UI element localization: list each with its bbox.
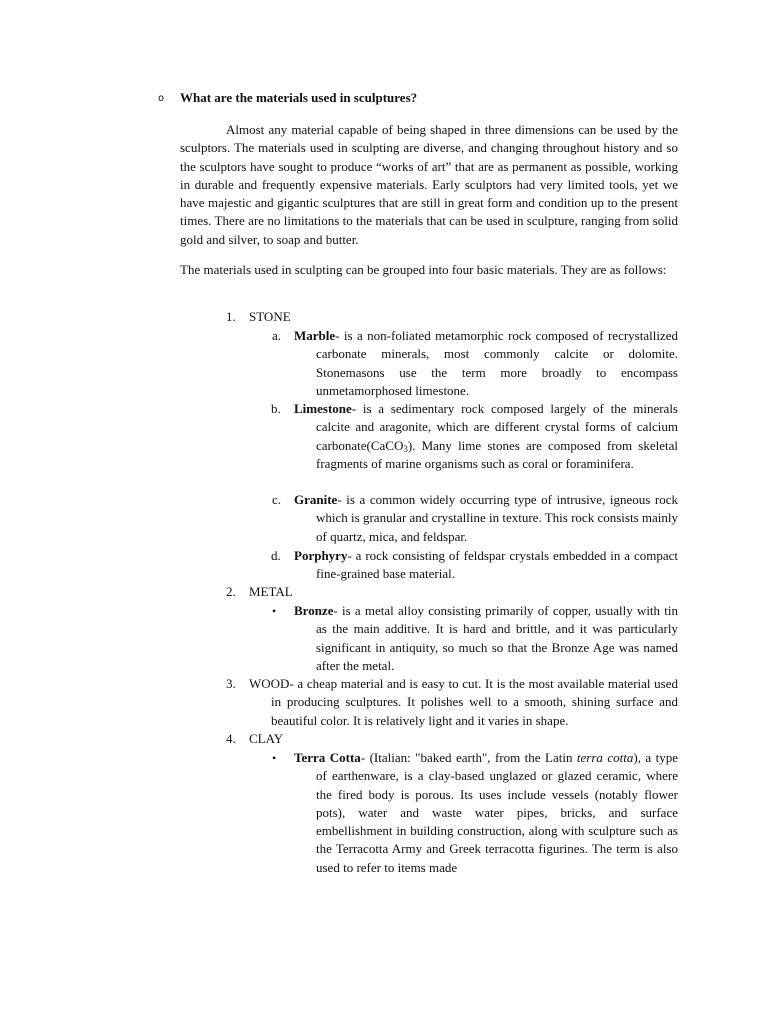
sub-letter: c. xyxy=(272,492,282,507)
bullet-icon: • xyxy=(272,751,277,765)
term: Marble xyxy=(294,328,336,343)
term: Terra Cotta xyxy=(294,750,361,765)
sub-letter: b. xyxy=(271,401,281,416)
sub-letter: d. xyxy=(271,548,281,563)
sub-item-granite xyxy=(294,491,678,546)
sub-item-porphyry xyxy=(294,547,678,584)
definition: - is a metal alloy consisting primarily of copper, usually with tin as the main additive. It is hard and brittle, and it was particularly significant in antiquity, so much so that the Bronze Age was named after the metal. xyxy=(316,603,678,673)
definition-cont: ), a type of earthenware, is a clay-based unglazed or glazed ceramic, where the fired body is porous. Its uses include vessels (notably flower pots), water and waste water pipes, bricks, and surface embellishment in building construction, along with sculpture such as the Terracotta Army and Greek terracotta figurines. The term is also used to refer to items made xyxy=(316,750,678,875)
latin-term: terra cotta xyxy=(576,750,634,765)
sub-item-marble xyxy=(294,327,678,400)
sub-item-limestone xyxy=(294,400,678,473)
bullet-icon: • xyxy=(272,604,277,618)
question-heading: What are the materials used in sculptures? xyxy=(180,90,418,105)
definition: - (Italian: "baked earth", from the Latin xyxy=(360,750,577,765)
sub-item-bronze xyxy=(294,602,678,675)
term: Limestone xyxy=(294,401,352,416)
list-number: 2. xyxy=(226,584,236,599)
list-number: 3. xyxy=(226,676,236,691)
definition: - a rock consisting of feldspar crystals embedded in a compact fine-grained base material. xyxy=(316,548,678,582)
sub-letter: a. xyxy=(272,328,282,343)
definition: - is a non-foliated metamorphic rock composed of recrystallized carbonate minerals, most commonly calcite or dolomite. Stonemasons use the term more broadly to encompass unmetamorphosed limestone. xyxy=(316,328,678,398)
intro-paragraph: Almost any material capable of being shaped in three dimensions can be used by the sculptors. The materials used in sculpting are diverse, and changing throughout history and so the sculptors have sought to produce “works of art” that are as permanent as possible, working in durable and frequently expensive materials. Early sculptors had very limited tools, yet we have majestic and gigantic sculptures that are still in great form and condition up to the present times. There are no limitations to the materials that can be used in sculpture, ranging from solid gold and silver, to soap and butter. xyxy=(180,122,678,247)
definition: - is a common widely occurring type of intrusive, igneous rock which is granular and crystalline in texture. This rock consists mainly of quartz, mica, and feldspar. xyxy=(316,492,678,544)
list-number: 1. xyxy=(226,309,236,324)
term: Granite xyxy=(294,492,338,507)
definition-cont: ). Many lime stones are composed from skeletal fragments of marine organisms such as coral or foraminifera. xyxy=(316,437,678,471)
groups-intro-paragraph: The materials used in sculpting can be grouped into four basic materials. They are as follows: xyxy=(180,262,667,277)
list-title: STONE xyxy=(249,309,291,324)
sub-item-terra-cotta xyxy=(294,749,678,877)
definition: - is a sedimentary rock composed largely of the minerals calcite and aragonite, which are different crystal forms of calcium carbonate(CaCO xyxy=(316,401,678,453)
subscript: 3 xyxy=(403,443,408,454)
list-title: METAL xyxy=(249,584,293,599)
list-title: CLAY xyxy=(249,731,284,746)
wood-text: WOOD- a cheap material and is easy to cut. It is the most available material used in producing sculptures. It polishes well to a smooth, shining surface and beautiful color. It is relatively light and it varies in shape. xyxy=(249,676,678,728)
hollow-bullet-icon: o xyxy=(158,93,165,104)
term: Porphyry xyxy=(294,548,348,563)
list-number: 4. xyxy=(226,731,236,746)
term: Bronze xyxy=(294,603,334,618)
